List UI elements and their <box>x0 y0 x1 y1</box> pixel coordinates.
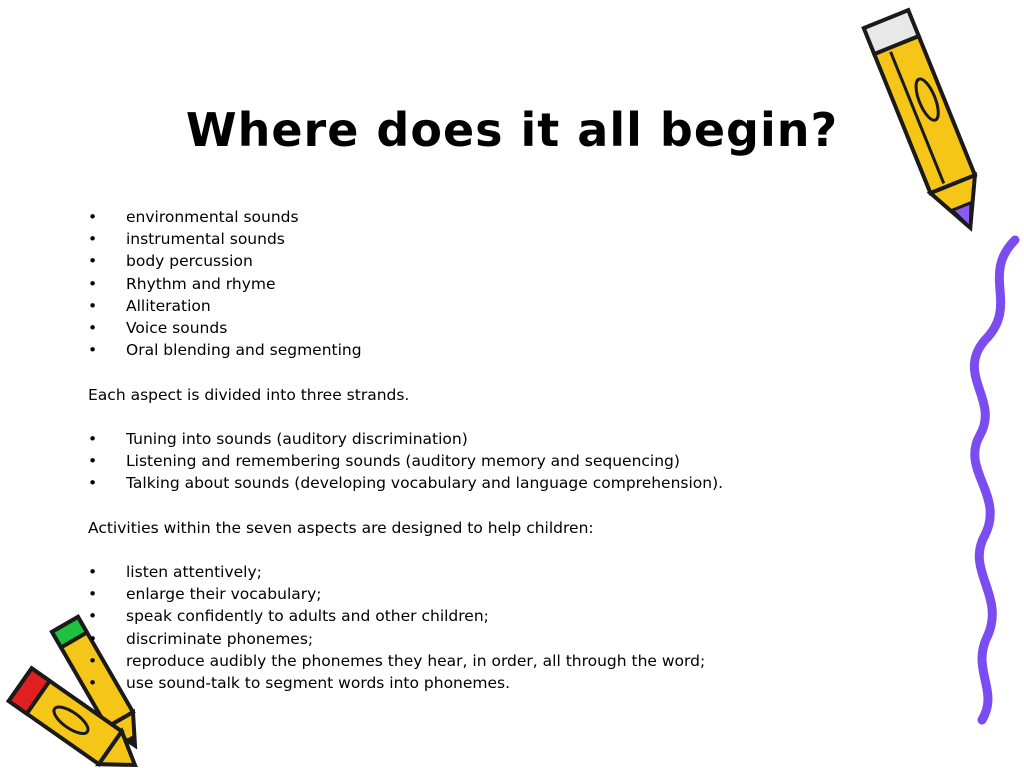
bullet-icon: • <box>88 629 98 648</box>
list-item: • Listening and remembering sounds (auditory memory and sequencing) <box>88 450 848 472</box>
list-item: • Alliteration <box>88 295 848 317</box>
list-item: • speak confidently to adults and other children; <box>88 605 848 627</box>
list-item: • Voice sounds <box>88 317 848 339</box>
bullet-icon: • <box>88 296 98 315</box>
list-item: • Talking about sounds (developing vocabulary and language comprehension). <box>88 472 848 494</box>
strands-paragraph: Each aspect is divided into three strands. <box>88 385 410 404</box>
content-body <box>88 206 848 694</box>
bullet-icon: • <box>88 208 98 226</box>
bullet-icon: • <box>88 452 98 471</box>
spacer <box>88 494 848 516</box>
bullet-icon: • <box>88 429 98 448</box>
aspects-list <box>88 206 848 361</box>
list-item: • Rhythm and rhyme <box>88 273 848 295</box>
spacer <box>88 361 848 383</box>
list-item: • use sound-talk to segment words into phonemes. <box>88 672 848 694</box>
list-item: • Tuning into sounds (auditory discrimination) <box>88 428 848 450</box>
bullet-icon: • <box>88 341 98 360</box>
bullet-icon: • <box>88 607 98 626</box>
squiggle-line-icon <box>960 235 1024 725</box>
list-item: • discriminate phonemes; <box>88 628 848 650</box>
bullet-icon: • <box>88 474 98 493</box>
list-item: • instrumental sounds <box>88 228 848 250</box>
bullet-icon: • <box>88 274 98 293</box>
activities-paragraph: Activities within the seven aspects are designed to help children: <box>88 518 594 537</box>
bullet-icon: • <box>88 252 98 271</box>
list-item: • body percussion <box>88 250 848 272</box>
goals-list <box>88 561 848 694</box>
spacer <box>88 406 848 428</box>
spacer <box>88 539 848 561</box>
bullet-icon: • <box>88 230 98 249</box>
bullet-icon: • <box>88 673 98 692</box>
bullet-icon: • <box>88 318 98 337</box>
list-item: • enlarge their vocabulary; <box>88 583 848 605</box>
list-item: • environmental sounds <box>88 206 848 228</box>
page-title: Where does it all begin? <box>185 103 839 157</box>
bullet-icon: • <box>88 585 98 604</box>
list-item: • reproduce audibly the phonemes they hear, in order, all through the word; <box>88 650 848 672</box>
list-item: • listen attentively; <box>88 561 848 583</box>
bullet-icon: • <box>88 651 98 670</box>
list-item: • Oral blending and segmenting <box>88 339 848 361</box>
bullet-icon: • <box>88 563 98 581</box>
strands-list <box>88 428 848 495</box>
